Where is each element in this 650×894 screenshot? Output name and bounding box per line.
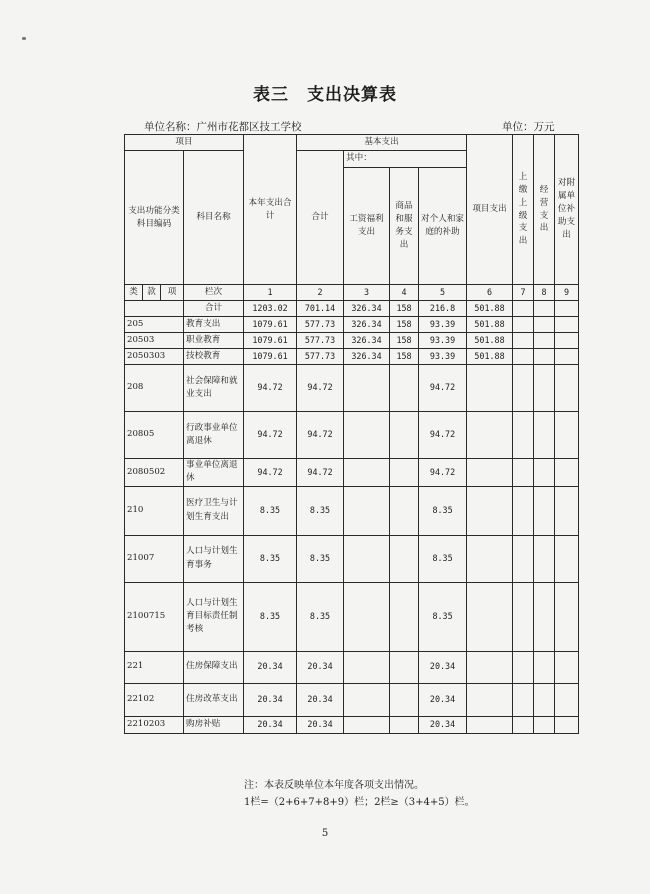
row-value: 8.35 — [244, 535, 297, 582]
row-value — [555, 716, 579, 733]
row-value: 326.34 — [344, 349, 390, 365]
row-value: 8.35 — [297, 535, 344, 582]
col-num: 2 — [297, 285, 344, 301]
row-value — [555, 486, 579, 535]
row-value: 94.72 — [297, 412, 344, 459]
total-value — [555, 301, 579, 317]
row-value — [534, 535, 555, 582]
row-value: 94.72 — [244, 412, 297, 459]
header-subsidiary: 对附属单位补助支出 — [555, 135, 579, 285]
row-subject-name: 技校教育 — [184, 349, 244, 365]
row-value — [513, 535, 534, 582]
row-value: 94.72 — [297, 459, 344, 487]
row-value — [467, 365, 513, 412]
row-value — [344, 412, 390, 459]
row-value: 577.73 — [297, 317, 344, 333]
row-value — [513, 365, 534, 412]
row-value — [467, 459, 513, 487]
col-num: 6 — [467, 285, 513, 301]
row-value: 93.39 — [419, 349, 467, 365]
row-value — [534, 349, 555, 365]
row-value: 94.72 — [419, 365, 467, 412]
row-value — [534, 459, 555, 487]
row-code: 2100715 — [125, 582, 184, 651]
row-value — [467, 683, 513, 716]
row-value — [513, 349, 534, 365]
row-value: 1079.61 — [244, 317, 297, 333]
row-value — [534, 716, 555, 733]
col-num: 3 — [344, 285, 390, 301]
row-value: 20.34 — [297, 683, 344, 716]
row-value — [513, 651, 534, 683]
header-project-exp: 项目支出 — [467, 135, 513, 285]
row-value: 8.35 — [419, 535, 467, 582]
row-value: 158 — [390, 333, 419, 349]
row-value: 94.72 — [419, 459, 467, 487]
row-value — [513, 486, 534, 535]
row-value — [390, 582, 419, 651]
row-value: 1079.61 — [244, 333, 297, 349]
row-value — [344, 683, 390, 716]
row-value: 20.34 — [419, 716, 467, 733]
row-value: 577.73 — [297, 349, 344, 365]
note-line-1: 注：本表反映单位本年度各项支出情况。 — [244, 780, 424, 791]
table-row — [125, 317, 579, 333]
row-subject-name: 行政事业单位离退休 — [184, 412, 244, 459]
header-subtotal: 合计 — [297, 151, 344, 285]
total-value: 501.88 — [467, 301, 513, 317]
row-value — [534, 317, 555, 333]
table-row — [125, 459, 579, 487]
total-value: 216.8 — [419, 301, 467, 317]
page-title: 表三 支出决算表 — [253, 85, 397, 105]
scan-speck — [22, 37, 26, 40]
row-code: 20805 — [125, 412, 184, 459]
row-code: 221 — [125, 651, 184, 683]
row-value: 8.35 — [244, 486, 297, 535]
row-value — [555, 683, 579, 716]
row-value: 94.72 — [419, 412, 467, 459]
row-value: 158 — [390, 317, 419, 333]
row-value — [534, 651, 555, 683]
header-operating: 经营支出 — [534, 135, 555, 285]
row-value — [534, 412, 555, 459]
expenditure-table — [124, 134, 579, 734]
row-value: 94.72 — [297, 365, 344, 412]
row-subject-name: 购房补贴 — [184, 716, 244, 733]
row-subject-name: 住房保障支出 — [184, 651, 244, 683]
row-value — [534, 582, 555, 651]
row-value — [390, 716, 419, 733]
header-personal: 对个人和家庭的补助 — [419, 168, 467, 285]
row-value — [555, 651, 579, 683]
row-value: 8.35 — [419, 582, 467, 651]
row-value — [534, 365, 555, 412]
table-row — [125, 333, 579, 349]
header-goods: 商品和服务支出 — [390, 168, 419, 285]
table-row — [125, 486, 579, 535]
total-row — [125, 301, 579, 317]
row-value — [467, 486, 513, 535]
table-row — [125, 651, 579, 683]
row-value — [513, 333, 534, 349]
table-row — [125, 365, 579, 412]
header-wages: 工资福利支出 — [344, 168, 390, 285]
row-value — [555, 535, 579, 582]
header-xiang: 项 — [161, 285, 184, 301]
row-subject-name: 职业教育 — [184, 333, 244, 349]
row-value — [344, 486, 390, 535]
row-value — [513, 317, 534, 333]
row-value: 20.34 — [244, 716, 297, 733]
row-value — [534, 333, 555, 349]
header-project: 项目 — [125, 135, 244, 151]
row-value — [344, 535, 390, 582]
row-value — [555, 582, 579, 651]
total-value: 701.14 — [297, 301, 344, 317]
row-value — [390, 535, 419, 582]
row-value — [555, 459, 579, 487]
row-code: 208 — [125, 365, 184, 412]
row-value — [390, 486, 419, 535]
row-subject-name: 教育支出 — [184, 317, 244, 333]
header-basic: 基本支出 — [297, 135, 467, 151]
row-value — [390, 459, 419, 487]
row-value — [344, 716, 390, 733]
row-value — [390, 412, 419, 459]
total-value: 1203.02 — [244, 301, 297, 317]
note-line-2: 1栏=（2+6+7+8+9）栏；2栏≥（3+4+5）栏。 — [244, 797, 475, 808]
header-of-which: 其中： — [344, 151, 467, 168]
row-value — [534, 486, 555, 535]
table-row — [125, 349, 579, 365]
row-value: 93.39 — [419, 333, 467, 349]
page-number: 5 — [321, 828, 329, 839]
header-lei: 类 — [125, 285, 143, 301]
row-value: 20.34 — [419, 683, 467, 716]
header-lanci: 栏次 — [184, 285, 244, 301]
row-subject-name: 社会保障和就业支出 — [184, 365, 244, 412]
unit-label: 单位：万元 — [502, 121, 555, 133]
total-value — [534, 301, 555, 317]
row-value — [513, 582, 534, 651]
row-value: 8.35 — [297, 486, 344, 535]
total-value: 326.34 — [344, 301, 390, 317]
table-row — [125, 582, 579, 651]
row-value — [513, 459, 534, 487]
row-value — [344, 651, 390, 683]
row-value: 20.34 — [419, 651, 467, 683]
row-subject-name: 住房改革支出 — [184, 683, 244, 716]
row-value: 1079.61 — [244, 349, 297, 365]
row-value: 8.35 — [419, 486, 467, 535]
col-num: 9 — [555, 285, 579, 301]
row-value: 8.35 — [297, 582, 344, 651]
row-code: 2080502 — [125, 459, 184, 487]
row-value — [555, 365, 579, 412]
table-row — [125, 535, 579, 582]
row-value: 326.34 — [344, 333, 390, 349]
row-value: 20.34 — [244, 651, 297, 683]
row-value — [467, 412, 513, 459]
row-value — [513, 683, 534, 716]
row-value — [467, 582, 513, 651]
row-value: 326.34 — [344, 317, 390, 333]
row-subject-name: 医疗卫生与计划生育支出 — [184, 486, 244, 535]
row-code: 20503 — [125, 333, 184, 349]
total-label: 合计 — [184, 301, 244, 317]
total-value — [513, 301, 534, 317]
row-value — [513, 412, 534, 459]
row-value — [513, 716, 534, 733]
row-code: 2050303 — [125, 349, 184, 365]
row-value: 94.72 — [244, 365, 297, 412]
header-upper: 上缴上级支出 — [513, 135, 534, 285]
col-num: 8 — [534, 285, 555, 301]
row-value: 501.88 — [467, 333, 513, 349]
row-value — [555, 317, 579, 333]
row-value: 577.73 — [297, 333, 344, 349]
row-subject-name: 人口与计划生育事务 — [184, 535, 244, 582]
table-row — [125, 412, 579, 459]
row-subject-name: 人口与计划生育目标责任制考核 — [184, 582, 244, 651]
total-value: 158 — [390, 301, 419, 317]
row-code: 210 — [125, 486, 184, 535]
row-value: 20.34 — [244, 683, 297, 716]
col-num: 4 — [390, 285, 419, 301]
unit-name: 单位名称：广州市花都区技工学校 — [144, 121, 302, 133]
row-value — [390, 683, 419, 716]
header-kuan: 款 — [143, 285, 161, 301]
row-value — [390, 365, 419, 412]
row-value — [555, 333, 579, 349]
row-subject-name: 事业单位离退休 — [184, 459, 244, 487]
col-num: 5 — [419, 285, 467, 301]
row-value — [555, 349, 579, 365]
row-value: 20.34 — [297, 716, 344, 733]
row-value: 94.72 — [244, 459, 297, 487]
row-value: 8.35 — [244, 582, 297, 651]
row-code: 22102 — [125, 683, 184, 716]
row-value: 20.34 — [297, 651, 344, 683]
row-value: 501.88 — [467, 349, 513, 365]
row-value — [344, 365, 390, 412]
total-code-cell — [125, 301, 184, 317]
row-value — [534, 683, 555, 716]
row-value — [467, 535, 513, 582]
row-value — [555, 412, 579, 459]
col-num: 7 — [513, 285, 534, 301]
row-value: 158 — [390, 349, 419, 365]
row-value: 93.39 — [419, 317, 467, 333]
row-code: 205 — [125, 317, 184, 333]
row-value: 501.88 — [467, 317, 513, 333]
table-row — [125, 716, 579, 733]
header-total: 本年支出合计 — [244, 135, 297, 285]
header-code: 支出功能分类科目编码 — [125, 151, 184, 285]
row-value — [344, 459, 390, 487]
row-value — [344, 582, 390, 651]
row-code: 2210203 — [125, 716, 184, 733]
table-row — [125, 683, 579, 716]
row-code: 21007 — [125, 535, 184, 582]
row-value — [390, 651, 419, 683]
row-value — [467, 716, 513, 733]
col-num: 1 — [244, 285, 297, 301]
row-value — [467, 651, 513, 683]
header-subject-name: 科目名称 — [184, 151, 244, 285]
